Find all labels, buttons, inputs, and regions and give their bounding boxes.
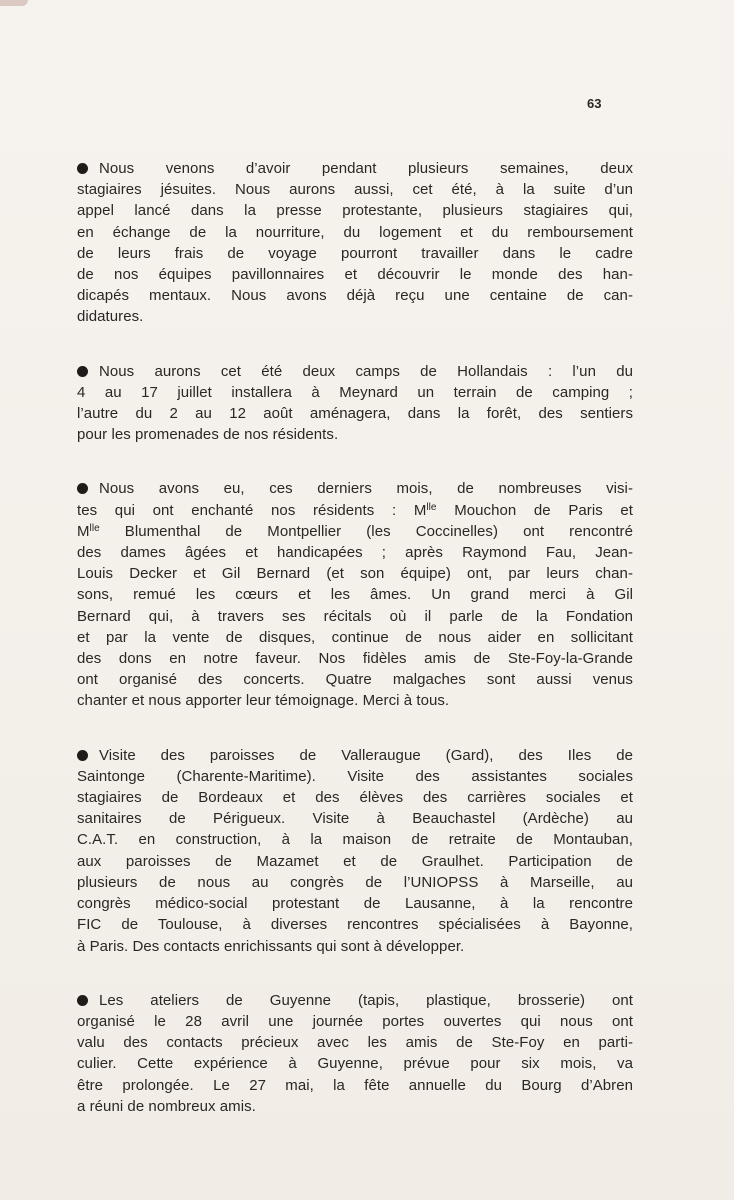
text-line — [77, 1032, 633, 1053]
text-line — [77, 690, 633, 711]
text-line — [77, 606, 633, 627]
text-line — [77, 872, 633, 893]
text-line — [77, 766, 633, 787]
line-text: valu des contacts précieux avec les amis de Ste-Foy en parti- — [77, 1034, 633, 1052]
line-text: ont organisé des concerts. Quatre malgaches sont aussi venus — [77, 671, 633, 689]
text-line — [77, 648, 633, 669]
text-line — [77, 158, 633, 179]
paragraph — [77, 990, 633, 1117]
line-text: en échange de la nourriture, du logement et du remboursement — [77, 223, 633, 241]
paragraph — [77, 745, 633, 957]
text-line — [77, 563, 633, 584]
line-text: C.A.T. en construction, à la maison de retraite de Montauban, — [77, 831, 633, 849]
line-text: culier. Cette expérience à Guyenne, prévue pour six mois, va — [77, 1055, 633, 1073]
text-line — [77, 990, 633, 1011]
line-text: sanitaires de Périgueux. Visite à Beauchastel (Ardèche) au — [77, 810, 633, 828]
line-text: FIC de Toulouse, à diverses rencontres spécialisées à Bayonne, — [77, 916, 633, 934]
line-text: dicapés mentaux. Nous avons déjà reçu une centaine de can- — [77, 287, 633, 305]
text-line — [77, 808, 633, 829]
bullet-icon — [77, 995, 88, 1006]
text-line — [77, 851, 633, 872]
page-number: 63 — [587, 96, 602, 111]
line-text: congrès médico-social protestant de Lausanne, à la rencontre — [77, 895, 633, 913]
line-text: Louis Decker et Gil Bernard (et son équipe) ont, par leurs chan- — [77, 565, 633, 583]
text-line — [77, 584, 633, 605]
line-text: Nous venons d’avoir pendant plusieurs semaines, deux — [99, 160, 633, 177]
line-text: être prolongée. Le 27 mai, la fête annuelle du Bourg d’Abren — [77, 1076, 633, 1094]
line-text: aux paroisses de Mazamet et de Graulhet. Participation de — [77, 852, 633, 870]
text-line — [77, 264, 633, 285]
bullet-icon — [77, 366, 88, 377]
page-edge-mark — [0, 0, 28, 6]
paragraph — [77, 158, 633, 328]
text-line — [77, 521, 633, 542]
line-text: de nos équipes pavillonnaires et découvrir le monde des han- — [77, 266, 633, 284]
text-line — [77, 829, 633, 850]
line-text: l’autre du 2 au 12 août aménagera, dans la forêt, des sentiers — [77, 405, 633, 423]
text-line — [77, 361, 633, 382]
line-text: stagiaires de Bordeaux et des élèves des carrières sociales et — [77, 789, 633, 807]
bullet-icon — [77, 483, 88, 494]
text-line — [77, 627, 633, 648]
text-line — [77, 914, 633, 935]
page-body — [77, 158, 633, 1150]
text-line — [77, 893, 633, 914]
line-text: à Paris. Des contacts enrichissants qui sont à développer. — [77, 937, 465, 955]
line-text: organisé le 28 avril une journée portes ouvertes qui nous ont — [77, 1012, 633, 1030]
line-text: a réuni de nombreux amis. — [77, 1097, 256, 1115]
text-line — [77, 936, 633, 957]
line-text: pour les promenades de nos résidents. — [77, 426, 339, 444]
line-text: tes qui ont enchanté nos résidents : $M^{lle}$ Mouchon de Paris et — [77, 501, 634, 519]
text-line — [77, 1011, 633, 1032]
text-line — [77, 1075, 633, 1096]
bullet-icon — [77, 750, 88, 761]
line-text: Nous aurons cet été deux camps de Hollandais : l’un du — [99, 362, 633, 380]
line-text: appel lancé dans la presse protestante, plusieurs stagiaires qui, — [77, 202, 633, 220]
text-line — [77, 306, 633, 327]
text-line — [77, 669, 633, 690]
text-line — [77, 243, 633, 264]
text-line — [77, 1053, 633, 1074]
line-text: 4 au 17 juillet installera à Meynard un terrain de camping ; — [77, 383, 633, 401]
line-text: sons, remué les cœurs et les âmes. Un grand merci à Gil — [77, 586, 633, 604]
line-text: de leurs frais de voyage pourront travailler dans le cadre — [77, 244, 633, 262]
text-line — [77, 745, 633, 766]
line-text: et par la vente de disques, continue de nous aider en sollicitant — [77, 628, 633, 646]
line-text: plusieurs de nous au congrès de l’UNIOPSS à Marseille, au — [77, 873, 633, 891]
text-line — [77, 222, 633, 243]
line-text: didatures. — [77, 308, 144, 326]
text-line — [77, 382, 633, 403]
line-text: Saintonge (Charente-Maritime). Visite des assistantes sociales — [77, 767, 633, 785]
line-text: Visite des paroisses de Valleraugue (Gard), des Iles de — [99, 746, 633, 764]
text-line — [77, 285, 633, 306]
text-line — [77, 179, 633, 200]
text-line — [77, 500, 633, 521]
text-line — [77, 403, 633, 424]
text-line — [77, 200, 633, 221]
text-line — [77, 478, 633, 499]
text-line — [77, 787, 633, 808]
line-text: des dames âgées et handicapées ; après Raymond Fau, Jean- — [77, 544, 633, 562]
text-line — [77, 542, 633, 563]
line-text: chanter et nous apporter leur témoignage. Merci à tous. — [77, 692, 450, 710]
line-text: Nous avons eu, ces derniers mois, de nombreuses visi- — [99, 480, 633, 498]
bullet-icon — [77, 163, 88, 174]
line-text: stagiaires jésuites. Nous aurons aussi, cet été, à la suite d’un — [77, 181, 633, 199]
paragraph — [77, 361, 633, 446]
text-line — [77, 424, 633, 445]
line-text: Les ateliers de Guyenne (tapis, plastique, brosserie) ont — [99, 991, 633, 1009]
line-text: Bernard qui, à travers ses récitals où il parle de la Fondation — [77, 607, 633, 625]
text-line — [77, 1096, 633, 1117]
line-text: $M^{lle}$ Blumenthal de Montpellier (les Coccinelles) ont rencontré — [77, 522, 633, 540]
line-text: des dons en notre faveur. Nos fidèles amis de Ste-Foy-la-Grande — [77, 650, 633, 668]
paragraph — [77, 478, 633, 711]
